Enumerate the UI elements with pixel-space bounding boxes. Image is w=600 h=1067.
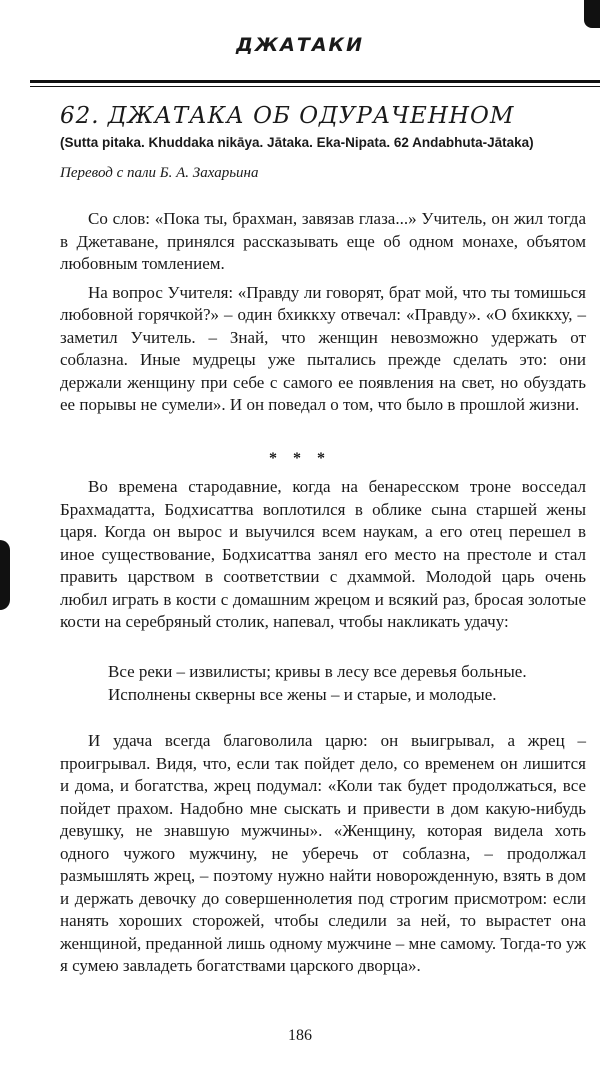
intro-paragraph: Со слов: «Пока ты, брахман, завязав глаза...» Учитель, он жил тогда в Джетаване, принялся рассказывать еще об одном монахе, объятом любовным томлением. [60,209,586,273]
translator-credit: Перевод с пали Б. А. Захарьина [60,165,259,181]
story-section [60,476,586,634]
scan-binding-shadow [0,540,10,610]
intro-section [60,208,586,417]
verse-block [108,660,588,706]
page-number: 186 [288,1027,312,1044]
scan-corner-shadow [584,0,600,28]
section-separator: * * * [269,450,331,467]
story-paragraph: Во времена стародавние, когда на бенаресском троне восседал Брахмадатта, Бодхисаттва воплотился в облике сына старшей жены царя. Когда он вырос и выучился всем наукам, а его отец перешел в иное существование, Бодхисаттва занял его место на престоле и стал править царством в соответствии с дхаммой. Молодой царь очень любил играть в кости с домашним жрецом и всякий раз, бросая золотые кости на серебряный столик, напевал, чтобы накликать удачу: [60,477,586,631]
chapter-title: 62. ДЖАТАКА ОБ ОДУРАЧЕННОМ [60,103,515,129]
source-citation: (Sutta pitaka. Khuddaka nikāya. Jātaka. Eka-Nipata. 62 Andabhuta-Jātaka) [60,135,534,150]
verse-line: Исполнены скверны все жены – и старые, и молодые. [108,685,497,704]
closing-section [60,730,586,978]
header-rule-thin [30,86,600,87]
verse-line: Все реки – извилисты; кривы в лесу все деревья больные. [108,662,527,681]
header-rule-thick [30,80,600,83]
closing-paragraph: И удача всегда благоволила царю: он выигрывал, а жрец – проигрывал. Видя, что, если так пойдет дело, со временем он лишится и дома, и богатства, жрец подумал: «Коли так будет продолжаться, все пойдет прахом. Надобно мне сыскать и привести в дом какую-нибудь девушку, не знавшую мужчины». «Женщину, которая видела хоть одного чужого мужчину, не уберечь от соблазна, – продолжал размышлять жрец, – поэтому нужно найти новорожденную, взять в дом и держать девочку до совершеннолетия под строгим присмотром: если нанять хороших сторожей, чтобы следили за ней, то вырастет она женщиной, преданной лишь одному мужчине – мне самому. Тогда-то уж я сумею завладеть богатствами царского дворца». [60,731,586,975]
running-head: ДЖАТАКИ [236,34,364,56]
intro-paragraph: На вопрос Учителя: «Правду ли говорят, брат мой, что ты томишься любовной горячкой?» – один бхиккху отвечал: «Правду». «О бхиккху, – заметил Учитель. – Знай, что женщин невозможно удержать от соблазна. Иные мудрецы уже пытались прежде сделать это: они держали женщину при себе с самого ее появления на свет, но обуздать ее порывы не сумели». И он поведал о том, что было в прошлой жизни. [60,282,586,414]
